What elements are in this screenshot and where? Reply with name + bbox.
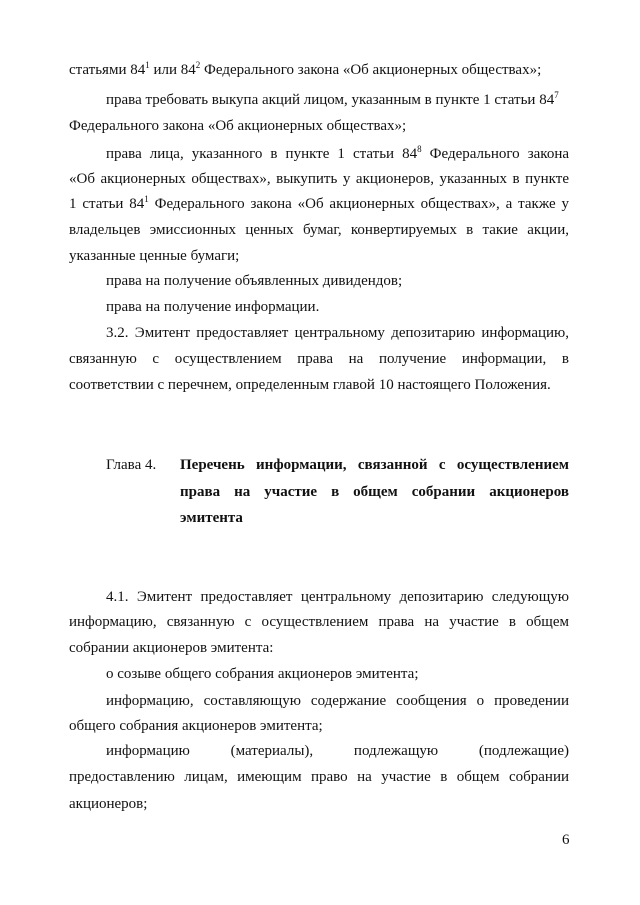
chapter-title-line: права на участие в общем собрании акционеров <box>180 484 569 500</box>
text-line: информацию (материалы), подлежащую (подлежащие) <box>106 743 569 759</box>
text-line: права на получение объявленных дивидендов; <box>106 273 403 289</box>
text-line: Федерального закона «Об акционерных обществах»; <box>69 118 407 134</box>
text-line: владельцев эмиссионных ценных бумаг, конвертируемых в такие акции, <box>69 222 569 238</box>
page-number: 6 <box>562 832 570 848</box>
chapter-title-line: эмитента <box>180 510 243 526</box>
chapter-label: Глава 4. <box>106 457 157 473</box>
text-line: предоставлению лицам, имеющим право на участие в общем собрании <box>69 769 569 785</box>
text-line: 4.1. Эмитент предоставляет центральному депозитарию следующую <box>106 589 569 605</box>
text-line: права лица, указанного в пункте 1 статьи $84^8$ Федерального закона <box>106 144 569 162</box>
text-line: акционеров; <box>69 796 148 812</box>
text-line: соответствии с перечнем, определенным главой 10 настоящего Положения. <box>69 377 551 393</box>
text-line: права требовать выкупа акций лицом, указанным в пункте 1 статьи $84^7$ <box>106 90 559 108</box>
text-line: информацию, составляющую содержание сообщения о проведении <box>106 693 569 709</box>
text-line: связанную с осуществлением права на получение информации, в <box>69 351 569 367</box>
text-line: о созыве общего собрания акционеров эмитента; <box>106 666 419 682</box>
text-line: общего собрания акционеров эмитента; <box>69 718 323 734</box>
text-line: указанные ценные бумаги; <box>69 248 240 264</box>
chapter-title-line: Перечень информации, связанной с осуществлением <box>180 457 569 473</box>
text-line: права на получение информации. <box>106 299 320 315</box>
text-line: «Об акционерных обществах», выкупить у акционеров, указанных в пункте <box>69 171 569 187</box>
text-line: информацию, связанную с осуществлением права на участие в общем <box>69 614 569 630</box>
text-line: статьями $84^1$ или $84^2$ Федерального закона «Об акционерных обществах»; <box>69 60 542 78</box>
text-line: собрании акционеров эмитента: <box>69 640 274 656</box>
text-line: 3.2. Эмитент предоставляет центральному депозитарию информацию, <box>106 325 569 341</box>
text-line: 1 статьи $84^1$ Федерального закона «Об акционерных обществах», а также у <box>69 194 569 212</box>
